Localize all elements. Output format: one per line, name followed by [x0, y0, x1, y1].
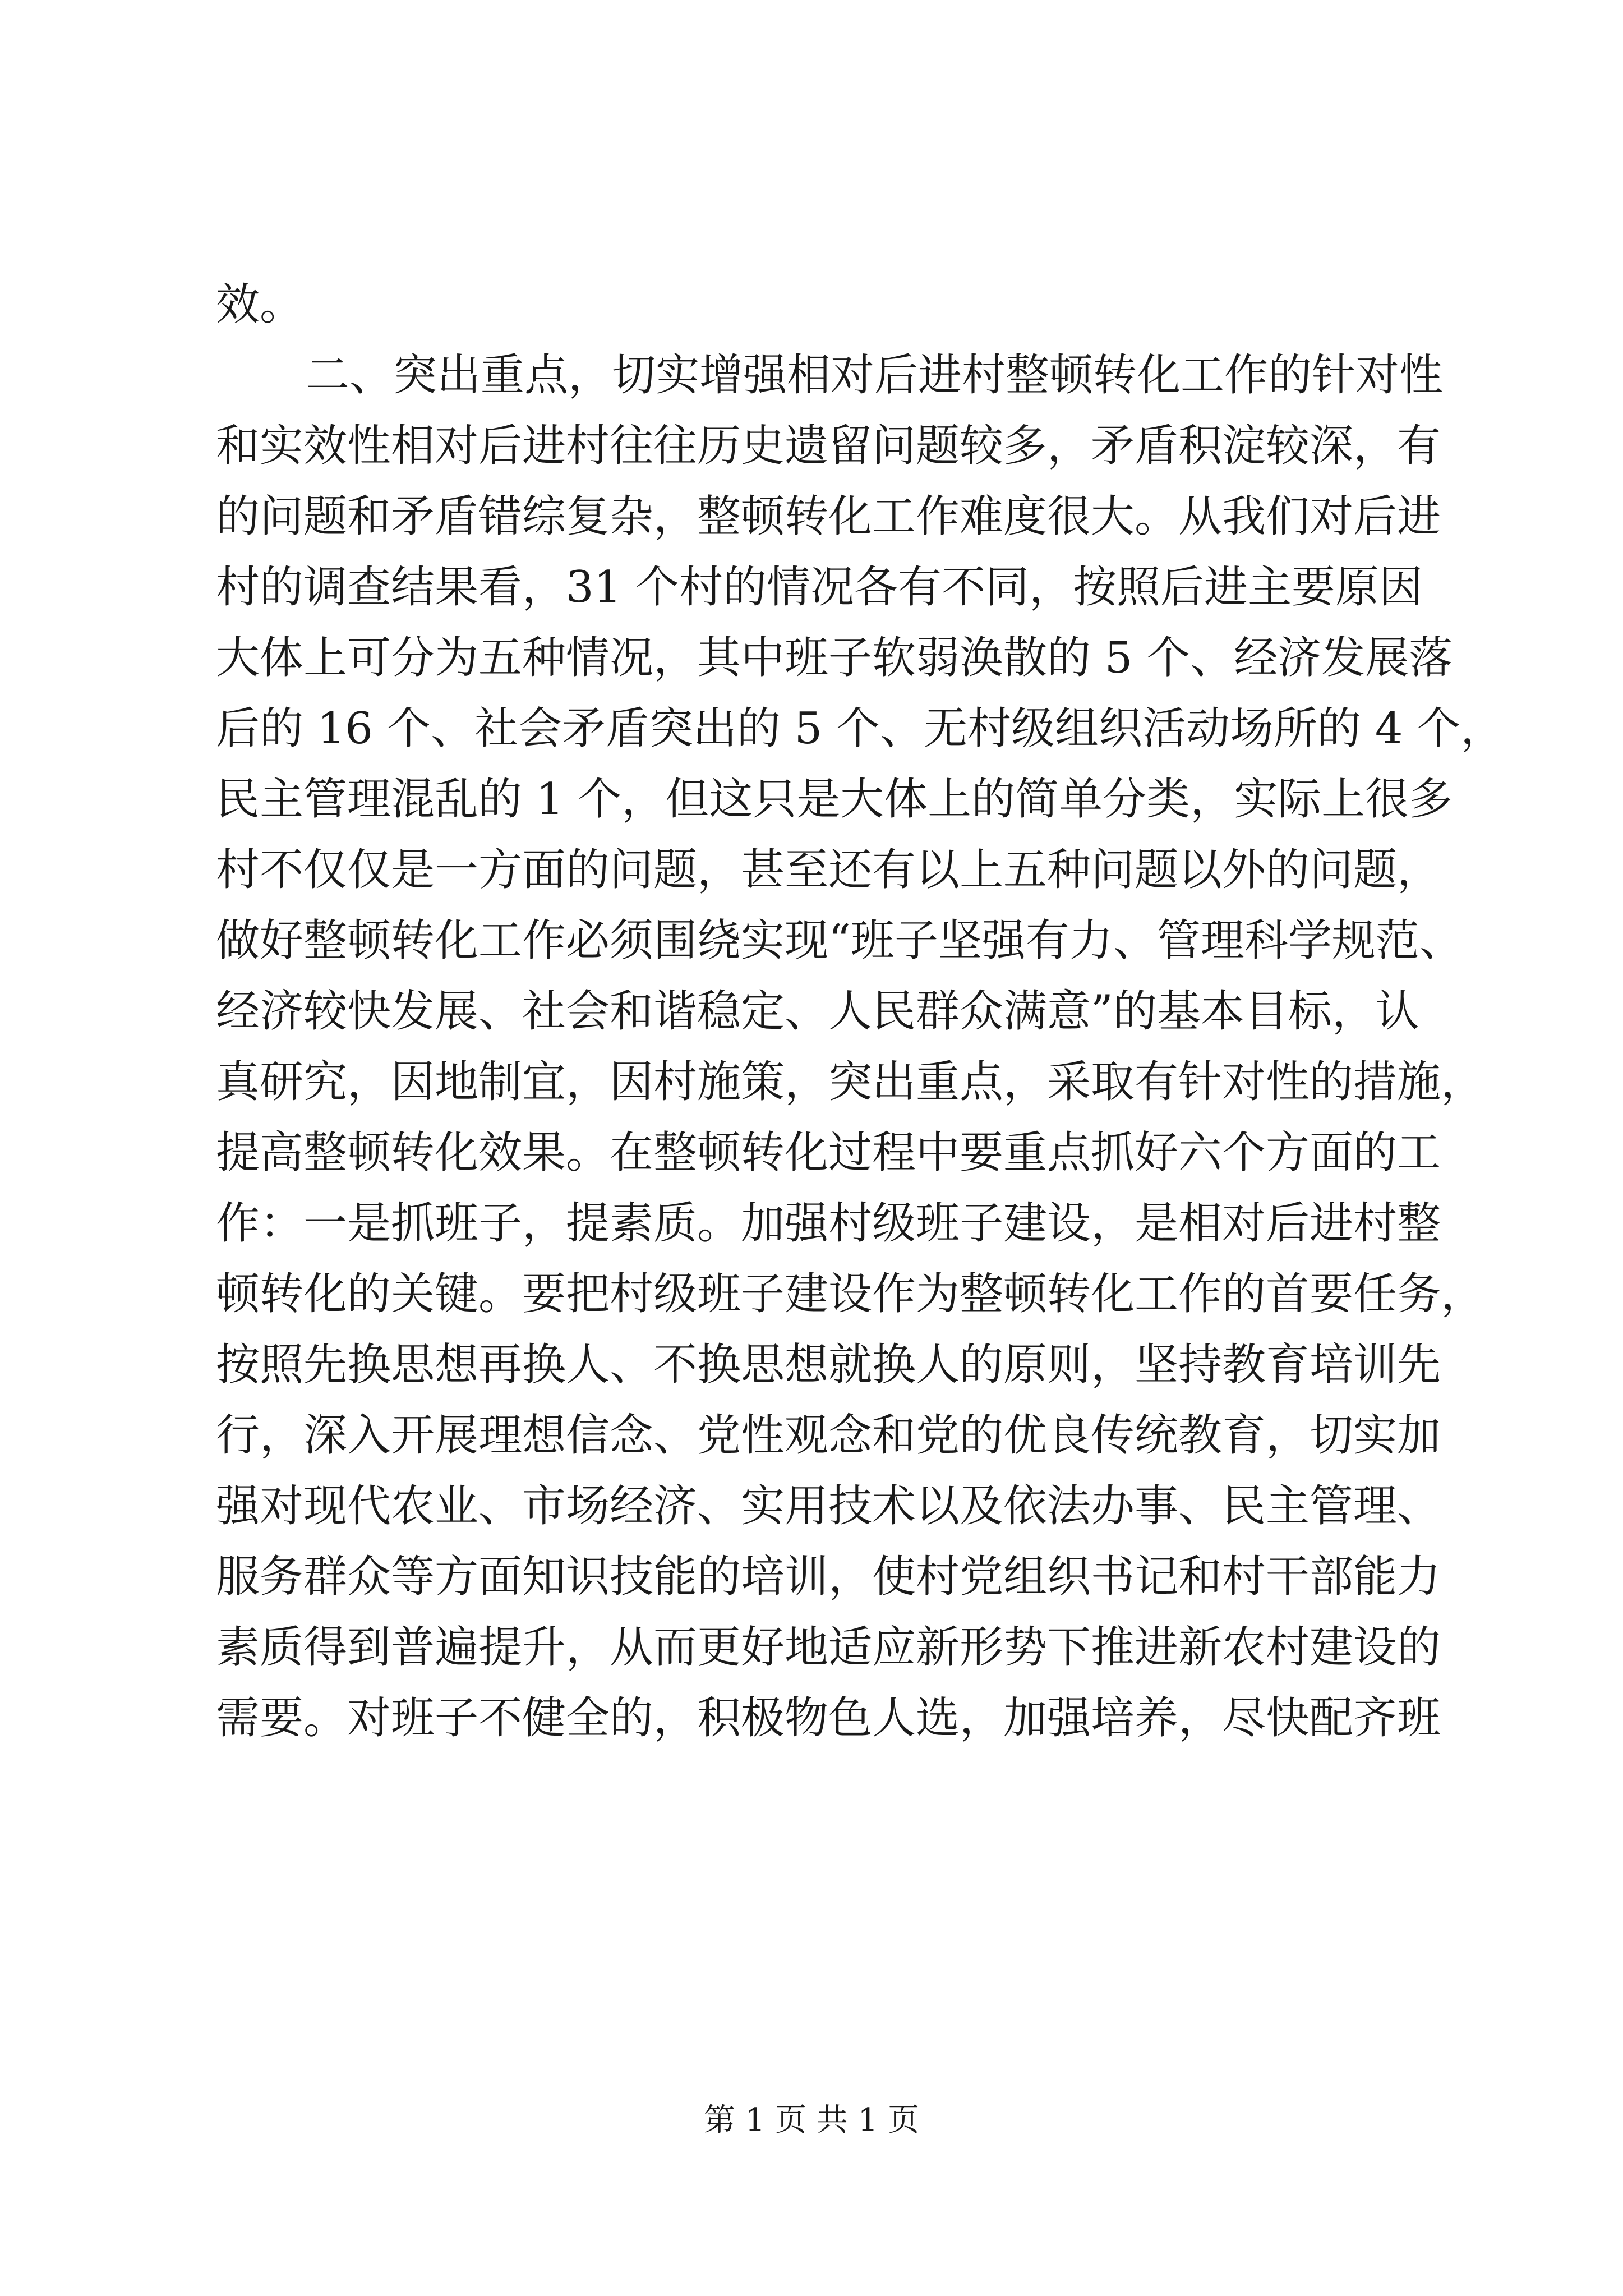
- text-line: 后的 16 个、社会矛盾突出的 5 个、无村级组织活动场所的 4 个，: [216, 703, 1505, 754]
- text-line: 和实效性相对后进村往往历史遗留问题较多，矛盾积淀较深，有: [216, 421, 1441, 471]
- text-line: 按照先换思想再换人、不换思想就换人的原则，坚持教育培训先: [216, 1340, 1441, 1390]
- text-line: 服务群众等方面知识技能的培训，使村党组织书记和村干部能力: [216, 1552, 1441, 1602]
- text-line: 效。: [216, 279, 304, 330]
- text-line: 民主管理混乱的 1 个，但这只是大体上的简单分类，实际上很多: [216, 774, 1453, 825]
- text-line: 需要。对班子不健全的，积极物色人选，加强培养，尽快配齐班: [216, 1693, 1441, 1743]
- text-line: 村的调查结果看，31 个村的情况各有不同，按照后进主要原因: [216, 562, 1423, 613]
- text-line: 经济较快发展、社会和谐稳定、人民群众满意”的基本目标，认: [216, 986, 1419, 1037]
- text-line: 顿转化的关键。要把村级班子建设作为整顿转化工作的首要任务，: [216, 1269, 1485, 1319]
- text-line-paragraph-start: 二、突出重点，切实增强相对后进村整顿转化工作的针对性: [306, 350, 1444, 401]
- document-body: [216, 269, 1505, 1754]
- text-line: 作：一是抓班子，提素质。加强村级班子建设，是相对后进村整: [216, 1198, 1441, 1249]
- text-line: 真研究，因地制宜，因村施策，突出重点，采取有针对性的措施，: [216, 1057, 1485, 1107]
- text-line: 强对现代农业、市场经济、实用技术以及依法办事、民主管理、: [216, 1481, 1441, 1531]
- text-line: 素质得到普遍提升，从而更好地适应新形势下推进新农村建设的: [216, 1622, 1441, 1673]
- text-line: 村不仅仅是一方面的问题，甚至还有以上五种问题以外的问题，: [216, 845, 1441, 895]
- text-line: 行，深入开展理想信念、党性观念和党的优良传统教育，切实加: [216, 1410, 1441, 1461]
- page-number-footer: 第 1 页 共 1 页: [703, 2102, 920, 2138]
- text-line: 大体上可分为五种情况，其中班子软弱涣散的 5 个、经济发展落: [216, 633, 1453, 683]
- text-line: 的问题和矛盾错综复杂，整顿转化工作难度很大。从我们对后进: [216, 491, 1441, 542]
- text-line: 提高整顿转化效果。在整顿转化过程中要重点抓好六个方面的工: [216, 1128, 1441, 1178]
- text-line: 做好整顿转化工作必须围绕实现“班子坚强有力、管理科学规范、: [216, 915, 1463, 966]
